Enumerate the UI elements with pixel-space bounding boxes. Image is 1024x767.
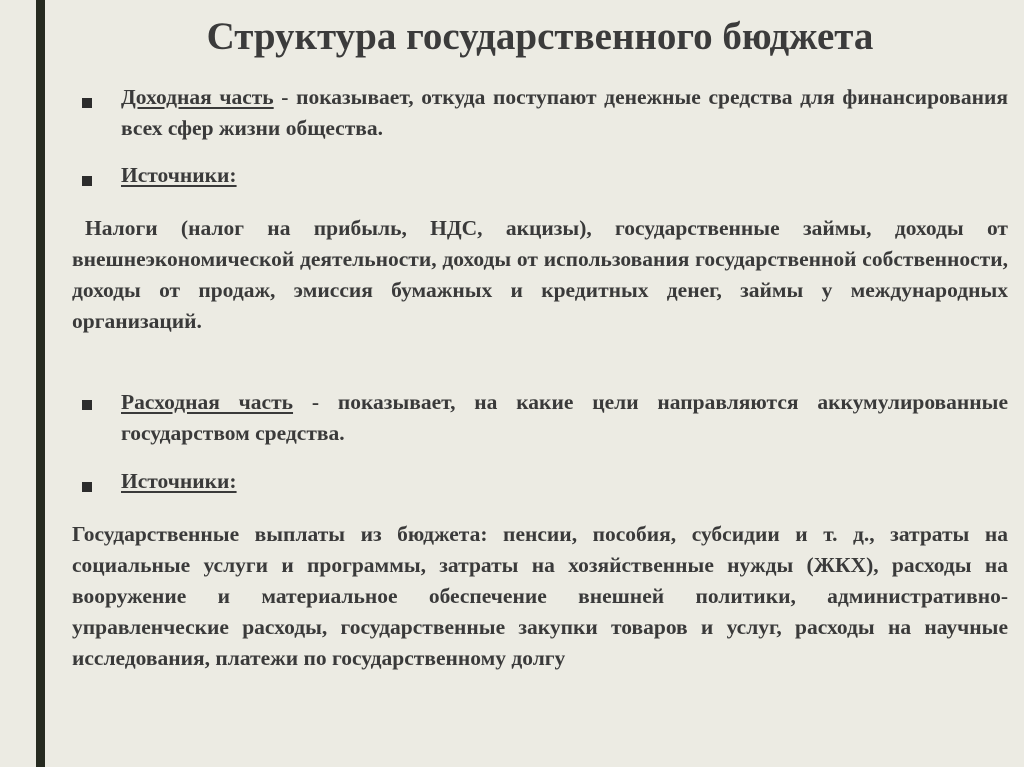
bullet-square-icon xyxy=(82,98,92,108)
income-sources-text: Налоги (налог на прибыль, НДС, акцизы), государственные займы, доходы от внешнеэкономической деятельности, доходы от использования государственной собственности, доходы от продаж, эмиссия бумажных и кредитных денег, займы у международных организаций. xyxy=(72,216,1008,333)
bullet-square-icon xyxy=(82,400,92,410)
income-sources-heading: Источники: xyxy=(121,163,237,187)
expense-paragraph xyxy=(121,387,1008,449)
expense-description: - показывает, на какие цели направляются аккумулированные государством средства. xyxy=(121,390,1008,445)
expense-sources-text: Государственные выплаты из бюджета: пенсии, пособия, субсидии и т. д., затраты на социальные услуги и программы, затраты на хозяйственные нужды (ЖКХ), расходы на вооружение и материальное обеспечение внешней политики, административно-управленческие расходы, государственные закупки товаров и услуг, расходы на научные исследования, платежи по государственному долгу xyxy=(72,522,1008,670)
slide-title: Структура государственного бюджета xyxy=(206,15,874,58)
income-term: Доходная часть xyxy=(121,85,274,109)
bullet-square-icon xyxy=(82,482,92,492)
income-paragraph xyxy=(121,82,1008,144)
expense-term: Расходная часть xyxy=(121,390,294,414)
left-accent-bar xyxy=(36,0,45,767)
income-description: - показывает, откуда поступают денежные средства для финансирования всех сфер жизни общества. xyxy=(121,85,1009,140)
bullet-square-icon xyxy=(82,176,92,186)
expense-sources-heading: Источники: xyxy=(121,469,237,493)
